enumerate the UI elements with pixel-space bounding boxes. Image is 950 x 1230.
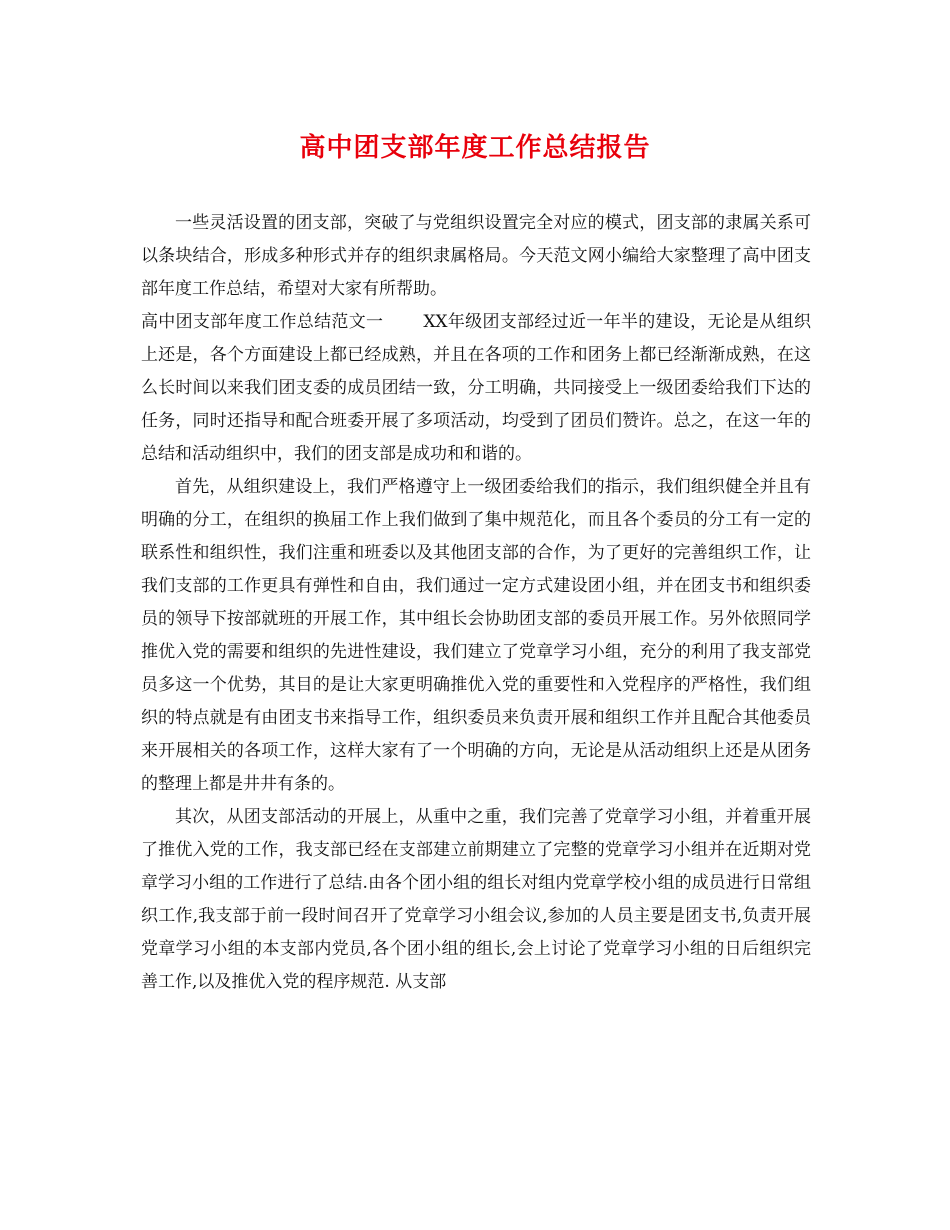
intro-paragraph: 一些灵活设置的团支部，突破了与党组织设置完全对应的模式，团支部的隶属关系可以条块结合，形成多种形式并存的组织隶属格局。今天范文网小编给大家整理了高中团支部年度工作总结，希望对大家有所帮助。 — [141, 213, 811, 299]
page-title: 高中团支部年度工作总结报告 — [299, 133, 651, 163]
section-paragraph — [141, 306, 811, 471]
section-body: XX年级团支部经过近一年半的建设，无论是从组织上还是，各个方面建设上都已经成熟，并且在各项的工作和团务上都已经渐渐成熟，在这么长时间以来我们团支委的成员团结一致，分工明确，共同接受上一级团委给我们下达的任务，同时还指导和配合班委开展了多项活动，均受到了团员们赞许。总之，在这一年的总结和活动组织中，我们的团支部是成功和和谐的。 — [141, 312, 811, 464]
section-heading: 高中团支部年度工作总结范文一 — [141, 312, 384, 332]
first-paragraph: 首先，从组织建设上，我们严格遵守上一级团委给我们的指示，我们组织健全并且有明确的分工，在组织的换届工作上我们做到了集中规范化，而且各个委员的分工有一定的联系性和组织性，我们注重和班委以及其他团支部的合作，为了更好的完善组织工作，让我们支部的工作更具有弹性和自由，我们通过一定方式建设团小组，并在团支书和组织委员的领导下按部就班的开展工作，其中组长会协助团支部的委员开展工作。另外依照同学推优入党的需要和组织的先进性建设，我们建立了党章学习小组，充分的利用了我支部党员多这一个优势，其目的是让大家更明确推优入党的重要性和入党程序的严格性，我们组织的特点就是有由团支书来指导工作，组织委员来负责开展和组织工作并且配合其他委员来开展相关的各项工作，这样大家有了一个明确的方向，无论是从活动组织上还是从团务的整理上都是井井有条的。 — [141, 477, 811, 794]
document-body — [141, 207, 811, 999]
second-paragraph: 其次，从团支部活动的开展上，从重中之重，我们完善了党章学习小组，并着重开展了推优入党的工作，我支部已经在支部建立前期建立了完整的党章学习小组并在近期对党章学习小组的工作进行了总结.由各个团小组的组长对组内党章学校小组的成员进行日常组织工作,我支部于前一段时间召开了党章学习小组会议,参加的人员主要是团支书,负责开展党章学习小组的本支部内党员,各个团小组的组长,会上讨论了党章学习小组的日后组织完善工作,以及推优入党的程序规范. 从支部 — [141, 807, 811, 992]
